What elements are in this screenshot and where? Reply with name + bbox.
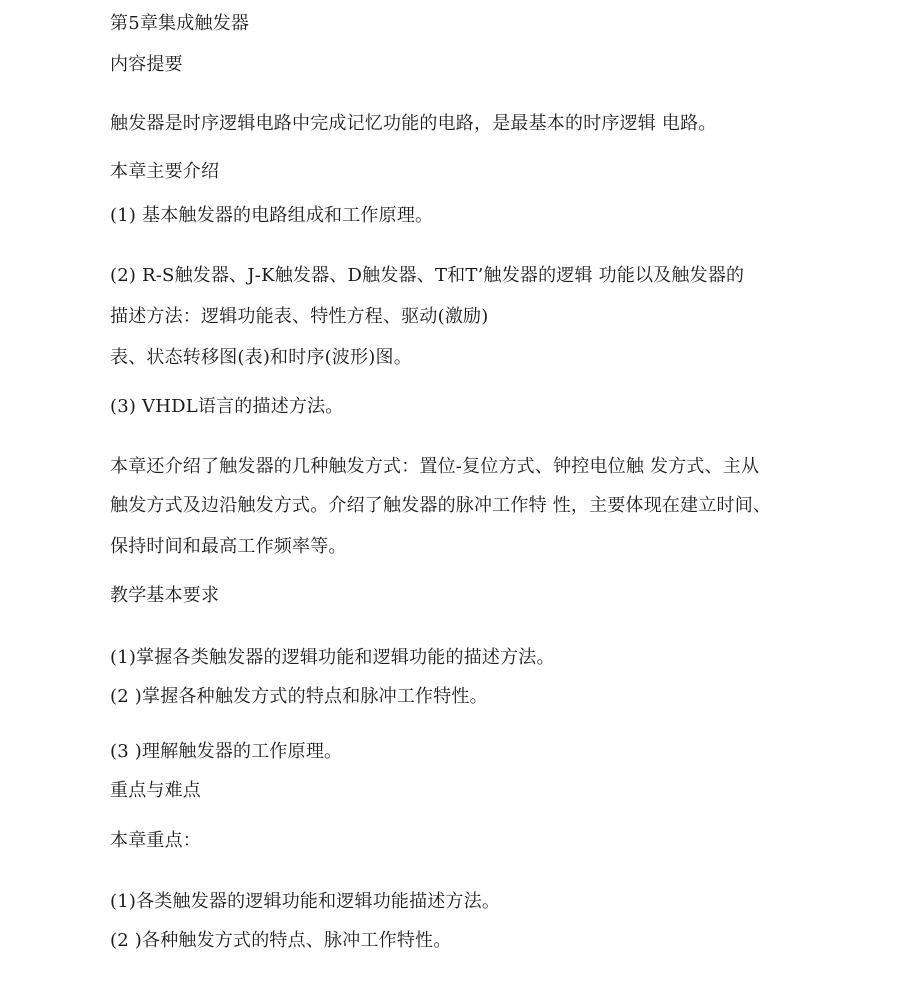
trigger-paragraph-line-1: 本章还介绍了触发器的几种触发方式：置位-复位方式、钟控电位触 发方式、主从: [110, 456, 760, 477]
trigger-paragraph-line-2: 触发方式及边沿触发方式。介绍了触发器的脉冲工作特 性，主要体现在建立时间、: [110, 495, 772, 516]
key-subheading: 本章重点：: [110, 830, 201, 851]
teaching-item-2: (2 )掌握各种触发方式的特点和脉冲工作特性。: [110, 686, 488, 707]
intro-item-1: (1) 基本触发器的电路组成和工作原理。: [110, 205, 434, 226]
summary-heading: 内容提要: [110, 54, 183, 75]
intro-paragraph: 触发器是时序逻辑电路中完成记忆功能的电路，是最基本的时序逻辑 电路。: [110, 113, 717, 134]
key-item-1: (1)各类触发器的逻辑功能和逻辑功能描述方法。: [110, 891, 501, 912]
intro-item-2-line-2: 描述方法：逻辑功能表、特性方程、驱动(激励): [110, 306, 489, 327]
intro-item-2-line-1: (2) R-S触发器、J-K触发器、D触发器、T和T’触发器的逻辑 功能以及触发器的: [110, 265, 745, 286]
trigger-paragraph-line-3: 保持时间和最高工作频率等。: [110, 536, 347, 557]
teaching-item-3: (3 )理解触发器的工作原理。: [110, 741, 343, 762]
chapter-title: 第5章集成触发器: [110, 13, 250, 34]
intro-item-2-line-3: 表、状态转移图(表)和时序(波形)图。: [110, 347, 412, 368]
key-item-2: (2 )各种触发方式的特点、脉冲工作特性。: [110, 930, 452, 951]
key-heading: 重点与难点: [110, 780, 201, 801]
teaching-heading: 教学基本要求: [110, 585, 220, 606]
teaching-item-1: (1)掌握各类触发器的逻辑功能和逻辑功能的描述方法。: [110, 647, 555, 668]
chapter-intro-heading: 本章主要介绍: [110, 161, 220, 182]
intro-item-3: (3) VHDL语言的描述方法。: [110, 396, 344, 417]
